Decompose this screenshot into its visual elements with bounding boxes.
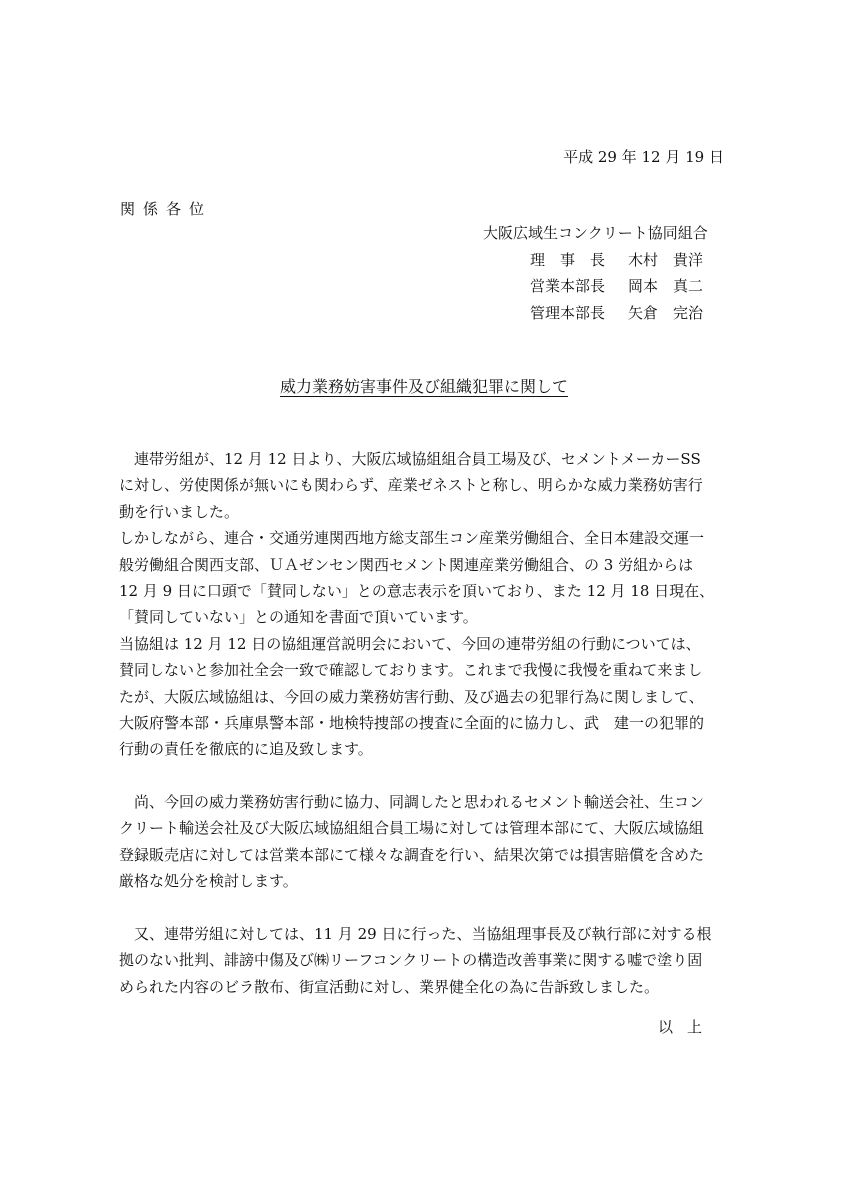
body-line: 「賛同していない」との通知を書面で頂いています。 (119, 608, 478, 627)
signatory-row (530, 275, 703, 296)
body-line: められた内容のビラ散布、街宣活動に対し、業界健全化の為に告訴致しました。 (119, 977, 660, 996)
body-line: 厳格な処分を検討します。 (119, 872, 298, 891)
document-body (119, 446, 731, 1000)
signatory-role: 管理本部長 (530, 304, 606, 322)
body-line: 大阪府警本部・兵庫県警本部・地検特捜部の捜査に全面的に協力し、武 建一の犯罪的 (119, 713, 705, 732)
body-line: 賛同しないと参加社全会一致で確認しております。これまで我慢に我慢を重ねて来まし (119, 661, 703, 680)
body-line: 拠のない批判、誹謗中傷及び㈱リーフコンクリートの構造改善事業に関する嘘で塗り固 (119, 951, 703, 970)
document-title: 威力業務妨害事件及び組織犯罪に関して (279, 377, 568, 396)
signatory-name: 岡本 真二 (628, 277, 704, 295)
signatory-name: 木村 貴洋 (628, 251, 704, 269)
body-line: 行動の責任を徹底的に追及致します。 (119, 740, 373, 759)
signatory-role: 理 事 長 (530, 251, 606, 269)
addressee: 関係各位 (120, 200, 213, 218)
body-line: 連帯労組が、12 月 12 日より、大阪広域協組組合員工場及び、セメントメーカーSS (119, 450, 701, 468)
body-line: 登録販売店に対しては営業本部にて様々な調査を行い、結果次第では損害賠償を含めた (119, 845, 705, 864)
signatory-row (530, 249, 703, 270)
body-line: しかしながら、連合・交通労連関西地方総支部生コン産業労働組合、全日本建設交運一 (119, 529, 705, 548)
body-line: 尚、今回の威力業務妨害行動に協力、同調したと思われるセメント輸送会社、生コン (119, 793, 705, 812)
signatory-row (530, 302, 703, 323)
closing-mark: 以上 (658, 1018, 717, 1036)
body-line: 12 月 9 日に口頭で「賛同しない」との意志表示を頂いており、また 12 月 18 日現在、 (119, 581, 715, 600)
body-line: 当協組は 12 月 12 日の協組運営説明会において、今回の連帯労組の行動については、 (119, 634, 701, 653)
signatory-name: 矢倉 完治 (628, 304, 704, 322)
body-line: に対し、労使関係が無いにも関わらず、産業ゼネストと称し、明らかな威力業務妨害行 (119, 476, 703, 495)
body-line: 又、連帯労組に対しては、11 月 29 日に行った、当協組理事長及び執行部に対する根 (119, 925, 712, 944)
paragraph-3 (119, 921, 731, 1000)
body-line: 般労働組合関西支部、ＵＡゼンセン関西セメント関連産業労働組合、の 3 労組からは (119, 555, 694, 574)
body-line: たが、大阪広域協組は、今回の威力業務妨害行動、及び過去の犯罪行為に関しまして、 (119, 687, 704, 706)
body-line: 動を行いました。 (119, 502, 240, 521)
signatory-role: 営業本部長 (530, 277, 606, 295)
body-line: クリート輸送会社及び大阪広域協組組合員工場に対しては管理本部にて、大阪広域協組 (119, 819, 704, 838)
paragraph-1 (119, 446, 731, 763)
document-date: 平成 29 年 12 月 19 日 (563, 148, 724, 166)
sender-organization: 大阪広域生コンクリート協同組合 (483, 224, 708, 242)
paragraph-2 (119, 789, 731, 895)
